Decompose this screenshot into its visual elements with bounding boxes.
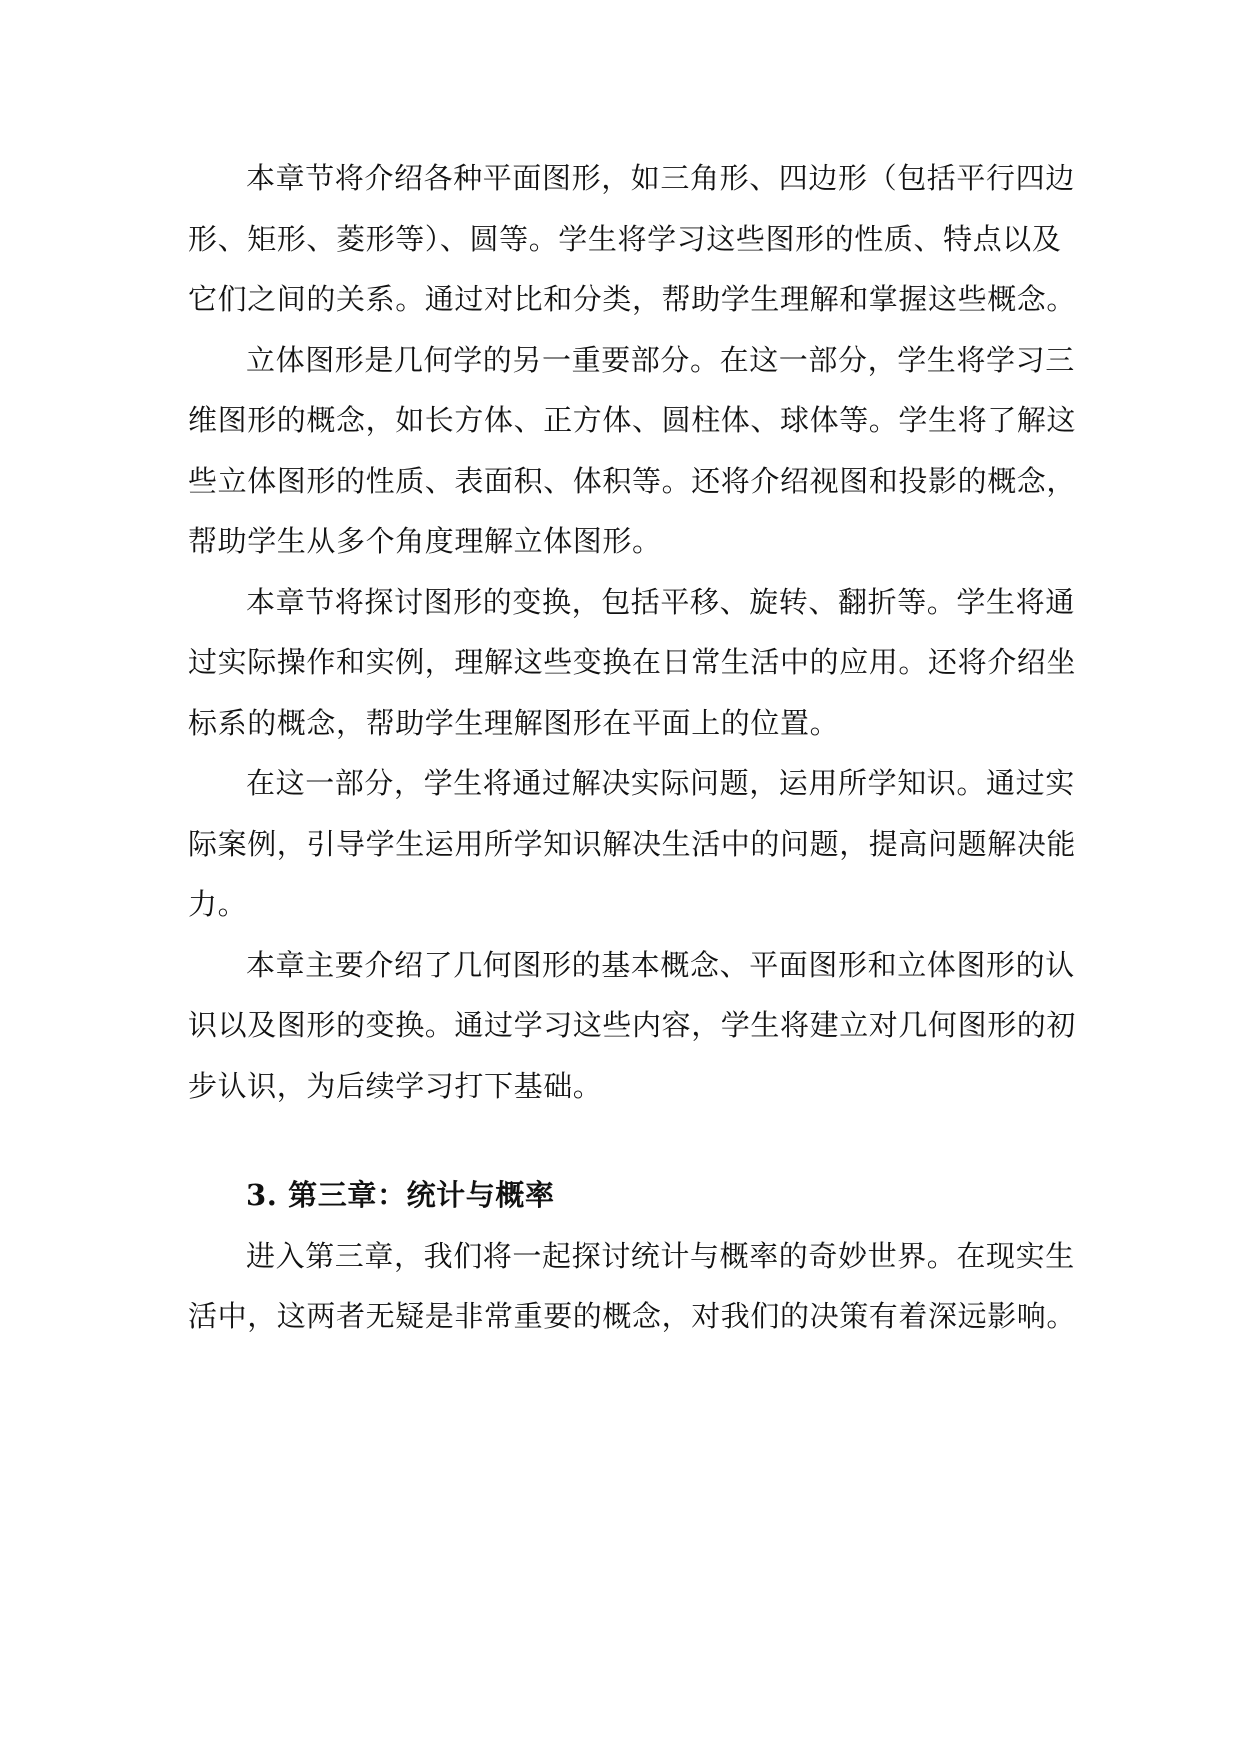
- text-line: 些立体图形的性质、表面积、体积等。还将介绍视图和投影的概念，: [188, 463, 1077, 498]
- paragraph-solid-figures: [188, 330, 1077, 572]
- text-line: 际案例，引导学生运用所学知识解决生活中的问题，提高问题解决能: [188, 826, 1077, 861]
- text-line: 形、矩形、菱形等）、圆等。学生将学习这些图形的性质、特点以及: [188, 221, 1062, 256]
- text-line: 过实际操作和实例，理解这些变换在日常生活中的应用。还将介绍坐: [188, 645, 1077, 679]
- text-line: 本章节将介绍各种平面图形，如三角形、四边形（包括平行四边: [246, 161, 1075, 195]
- text-line: 本章节将探讨图形的变换，包括平移、旋转、翻折等。学生将通: [246, 584, 1075, 619]
- paragraph-chapter-summary: [188, 935, 1077, 1117]
- text-line: 步认识，为后续学习打下基础。: [188, 1068, 603, 1103]
- text-line: 进入第三章，我们将一起探讨统计与概率的奇妙世界。在现实生: [246, 1238, 1075, 1273]
- text-line: 标系的概念，帮助学生理解图形在平面上的位置。: [188, 705, 840, 740]
- paragraph-problem-solving: [188, 753, 1077, 935]
- text-line: 本章主要介绍了几何图形的基本概念、平面图形和立体图形的认: [246, 947, 1075, 982]
- paragraph-plane-figures: [188, 148, 1077, 330]
- text-line: 识以及图形的变换。通过学习这些内容，学生将建立对几何图形的初: [188, 1008, 1077, 1042]
- text-line: 维图形的概念，如长方体、正方体、圆柱体、球体等。学生将了解这: [188, 403, 1077, 437]
- text-line: 在这一部分，学生将通过解决实际问题，运用所学知识。通过实: [246, 766, 1075, 800]
- paragraph-chapter-three-intro: [188, 1226, 1077, 1347]
- document-body: [188, 148, 1077, 1347]
- text-line: 力。: [188, 887, 248, 921]
- paragraph-transformations: [188, 572, 1077, 754]
- text-line: 帮助学生从多个角度理解立体图形。: [188, 524, 662, 558]
- text-line: 活中，这两者无疑是非常重要的概念，对我们的决策有着深远影响。: [188, 1299, 1077, 1333]
- text-line: 它们之间的关系。通过对比和分类，帮助学生理解和掌握这些概念。: [188, 282, 1077, 316]
- section-heading: 3. 第三章：统计与概率: [246, 1178, 555, 1212]
- text-line: 立体图形是几何学的另一重要部分。在这一部分，学生将学习三: [246, 342, 1075, 377]
